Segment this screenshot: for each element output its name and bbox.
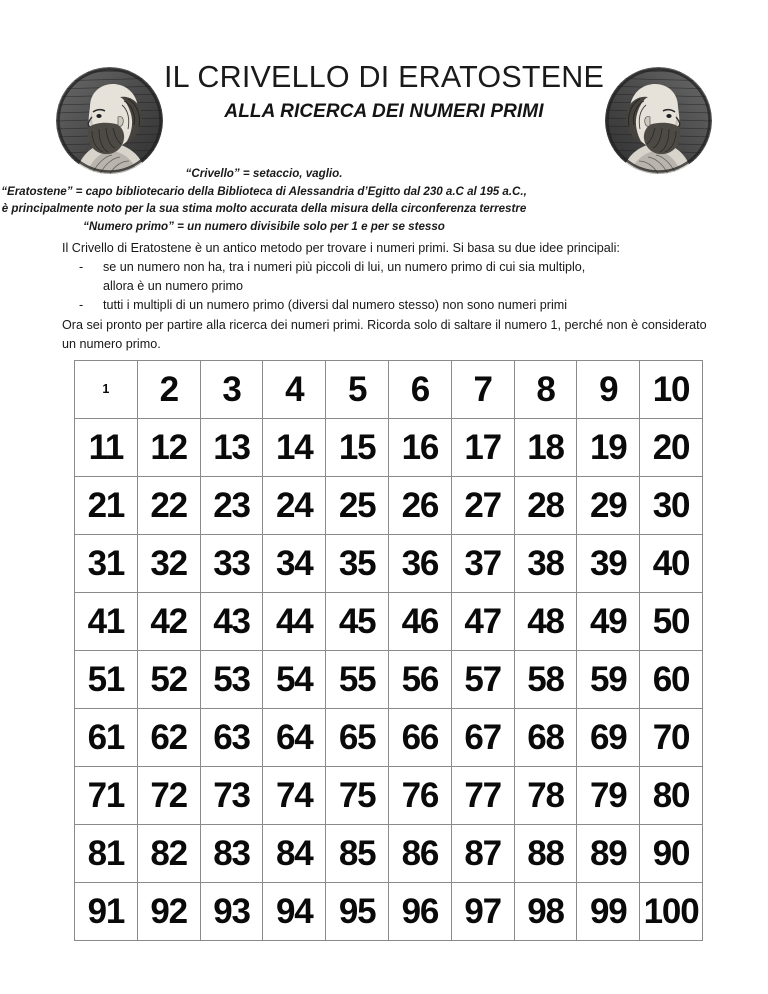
- page-title: IL CRIVELLO DI ERATOSTENE: [163, 60, 605, 94]
- number-cell-89[interactable]: 89: [577, 825, 640, 883]
- number-cell-55[interactable]: 55: [326, 651, 389, 709]
- number-cell-16[interactable]: 16: [388, 419, 451, 477]
- intro-lead: Il Crivello di Eratostene è un antico metodo per trovare i numeri primi. Si basa su due idee principali:: [62, 241, 620, 255]
- number-cell-56[interactable]: 56: [388, 651, 451, 709]
- number-grid-row: [75, 361, 703, 419]
- bullet-1-line-2: allora è un numero primo: [103, 279, 244, 294]
- number-cell-38[interactable]: 38: [514, 535, 577, 593]
- document-header: [0, 60, 768, 235]
- number-cell-69[interactable]: 69: [577, 709, 640, 767]
- number-cell-85[interactable]: 85: [326, 825, 389, 883]
- number-cell-40[interactable]: 40: [640, 535, 703, 593]
- number-cell-4[interactable]: 4: [263, 361, 326, 419]
- number-cell-23[interactable]: 23: [200, 477, 263, 535]
- number-cell-18[interactable]: 18: [514, 419, 577, 477]
- number-grid-row: [75, 883, 703, 941]
- number-cell-20[interactable]: 20: [640, 419, 703, 477]
- number-cell-88[interactable]: 88: [514, 825, 577, 883]
- number-cell-61[interactable]: 61: [75, 709, 138, 767]
- number-cell-73[interactable]: 73: [200, 767, 263, 825]
- number-cell-9[interactable]: 9: [577, 361, 640, 419]
- number-cell-27[interactable]: 27: [451, 477, 514, 535]
- number-cell-83[interactable]: 83: [200, 825, 263, 883]
- number-grid-row: [75, 825, 703, 883]
- number-cell-5[interactable]: 5: [326, 361, 389, 419]
- intro-bullet-1: [62, 258, 712, 277]
- number-cell-80[interactable]: 80: [640, 767, 703, 825]
- number-cell-70[interactable]: 70: [640, 709, 703, 767]
- number-cell-78[interactable]: 78: [514, 767, 577, 825]
- definitions-block: [0, 158, 592, 235]
- number-grid-row: [75, 535, 703, 593]
- number-cell-15[interactable]: 15: [326, 419, 389, 477]
- number-cell-51[interactable]: 51: [75, 651, 138, 709]
- number-cell-42[interactable]: 42: [137, 593, 200, 651]
- number-grid-row: [75, 593, 703, 651]
- hundred-chart: [74, 360, 703, 941]
- number-cell-94[interactable]: 94: [263, 883, 326, 941]
- number-cell-31[interactable]: 31: [75, 535, 138, 593]
- number-cell-74[interactable]: 74: [263, 767, 326, 825]
- number-cell-24[interactable]: 24: [263, 477, 326, 535]
- number-cell-8[interactable]: 8: [514, 361, 577, 419]
- number-cell-100[interactable]: 100: [640, 883, 703, 941]
- number-cell-62[interactable]: 62: [137, 709, 200, 767]
- number-grid-row: [75, 651, 703, 709]
- number-cell-86[interactable]: 86: [388, 825, 451, 883]
- number-cell-12[interactable]: 12: [137, 419, 200, 477]
- number-cell-84[interactable]: 84: [263, 825, 326, 883]
- definition-eratostene: “Eratostene” = capo bibliotecario della Biblioteca di Alessandria d’Egitto dal 230 a.C al 195 a.C.,: [1, 184, 527, 198]
- number-cell-44[interactable]: 44: [263, 593, 326, 651]
- number-cell-96[interactable]: 96: [388, 883, 451, 941]
- number-cell-45[interactable]: 45: [326, 593, 389, 651]
- definition-eratostene-cont: è principalmente noto per la sua stima molto accurata della misura della circonferenza terrestre: [1, 202, 527, 216]
- number-grid-row: [75, 767, 703, 825]
- number-cell-36[interactable]: 36: [388, 535, 451, 593]
- number-cell-28[interactable]: 28: [514, 477, 577, 535]
- number-cell-66[interactable]: 66: [388, 709, 451, 767]
- number-grid-row: [75, 709, 703, 767]
- number-cell-79[interactable]: 79: [577, 767, 640, 825]
- number-cell-53[interactable]: 53: [200, 651, 263, 709]
- number-cell-82[interactable]: 82: [137, 825, 200, 883]
- number-cell-93[interactable]: 93: [200, 883, 263, 941]
- number-cell-72[interactable]: 72: [137, 767, 200, 825]
- number-cell-99[interactable]: 99: [577, 883, 640, 941]
- page-subtitle: ALLA RICERCA DEI NUMERI PRIMI: [224, 100, 544, 122]
- intro-bullet-2: [62, 296, 712, 315]
- number-cell-13[interactable]: 13: [200, 419, 263, 477]
- number-cell-97[interactable]: 97: [451, 883, 514, 941]
- number-cell-47[interactable]: 47: [451, 593, 514, 651]
- definition-numero-primo: “Numero primo” = un numero divisibile solo per 1 e per se stesso: [83, 219, 445, 233]
- number-cell-90[interactable]: 90: [640, 825, 703, 883]
- number-cell-46[interactable]: 46: [388, 593, 451, 651]
- definition-crivello: “Crivello” = setaccio, vaglio.: [185, 167, 343, 180]
- number-cell-75[interactable]: 75: [326, 767, 389, 825]
- number-cell-71[interactable]: 71: [75, 767, 138, 825]
- title-block: [120, 60, 648, 123]
- number-cell-32[interactable]: 32: [137, 535, 200, 593]
- number-cell-67[interactable]: 67: [451, 709, 514, 767]
- bullet-marker: -: [79, 260, 84, 275]
- number-grid-table: [74, 360, 703, 941]
- number-cell-19[interactable]: 19: [577, 419, 640, 477]
- number-grid-row: [75, 419, 703, 477]
- number-cell-81[interactable]: 81: [75, 825, 138, 883]
- number-cell-49[interactable]: 49: [577, 593, 640, 651]
- bullet-marker: -: [79, 298, 84, 313]
- number-cell-35[interactable]: 35: [326, 535, 389, 593]
- number-cell-26[interactable]: 26: [388, 477, 451, 535]
- number-grid-body: [75, 361, 703, 941]
- number-cell-21[interactable]: 21: [75, 477, 138, 535]
- intro-closing: Ora sei pronto per partire alla ricerca dei numeri primi. Ricorda solo di saltare il numero 1, perché non è considerato un numero primo.: [62, 317, 707, 351]
- number-cell-30[interactable]: 30: [640, 477, 703, 535]
- number-cell-41[interactable]: 41: [75, 593, 138, 651]
- number-cell-87[interactable]: 87: [451, 825, 514, 883]
- number-cell-6[interactable]: 6: [388, 361, 451, 419]
- number-cell-95[interactable]: 95: [326, 883, 389, 941]
- number-cell-25[interactable]: 25: [326, 477, 389, 535]
- number-cell-92[interactable]: 92: [137, 883, 200, 941]
- bullet-2-line-1: tutti i multipli di un numero primo (diversi dal numero stesso) non sono numeri primi: [103, 298, 568, 313]
- number-cell-65[interactable]: 65: [326, 709, 389, 767]
- number-cell-50[interactable]: 50: [640, 593, 703, 651]
- number-grid-row: [75, 477, 703, 535]
- number-cell-43[interactable]: 43: [200, 593, 263, 651]
- number-cell-91[interactable]: 91: [75, 883, 138, 941]
- number-cell-60[interactable]: 60: [640, 651, 703, 709]
- number-cell-58[interactable]: 58: [514, 651, 577, 709]
- number-cell-3[interactable]: 3: [200, 361, 263, 419]
- number-cell-52[interactable]: 52: [137, 651, 200, 709]
- number-cell-2[interactable]: 2: [137, 361, 200, 419]
- number-cell-1[interactable]: 1: [75, 361, 138, 419]
- number-cell-14[interactable]: 14: [263, 419, 326, 477]
- number-cell-64[interactable]: 64: [263, 709, 326, 767]
- number-cell-10[interactable]: 10: [640, 361, 703, 419]
- number-cell-57[interactable]: 57: [451, 651, 514, 709]
- number-cell-7[interactable]: 7: [451, 361, 514, 419]
- number-cell-63[interactable]: 63: [200, 709, 263, 767]
- bullet-1-line-1: se un numero non ha, tra i numeri più piccoli di lui, un numero primo di cui sia multiplo,: [103, 260, 586, 275]
- number-cell-98[interactable]: 98: [514, 883, 577, 941]
- number-cell-39[interactable]: 39: [577, 535, 640, 593]
- intro-text: [62, 239, 712, 354]
- number-cell-17[interactable]: 17: [451, 419, 514, 477]
- number-cell-76[interactable]: 76: [388, 767, 451, 825]
- number-cell-22[interactable]: 22: [137, 477, 200, 535]
- number-cell-54[interactable]: 54: [263, 651, 326, 709]
- number-cell-68[interactable]: 68: [514, 709, 577, 767]
- number-cell-29[interactable]: 29: [577, 477, 640, 535]
- number-cell-33[interactable]: 33: [200, 535, 263, 593]
- number-cell-11[interactable]: 11: [75, 419, 138, 477]
- number-cell-77[interactable]: 77: [451, 767, 514, 825]
- number-cell-34[interactable]: 34: [263, 535, 326, 593]
- number-cell-37[interactable]: 37: [451, 535, 514, 593]
- number-cell-59[interactable]: 59: [577, 651, 640, 709]
- number-cell-48[interactable]: 48: [514, 593, 577, 651]
